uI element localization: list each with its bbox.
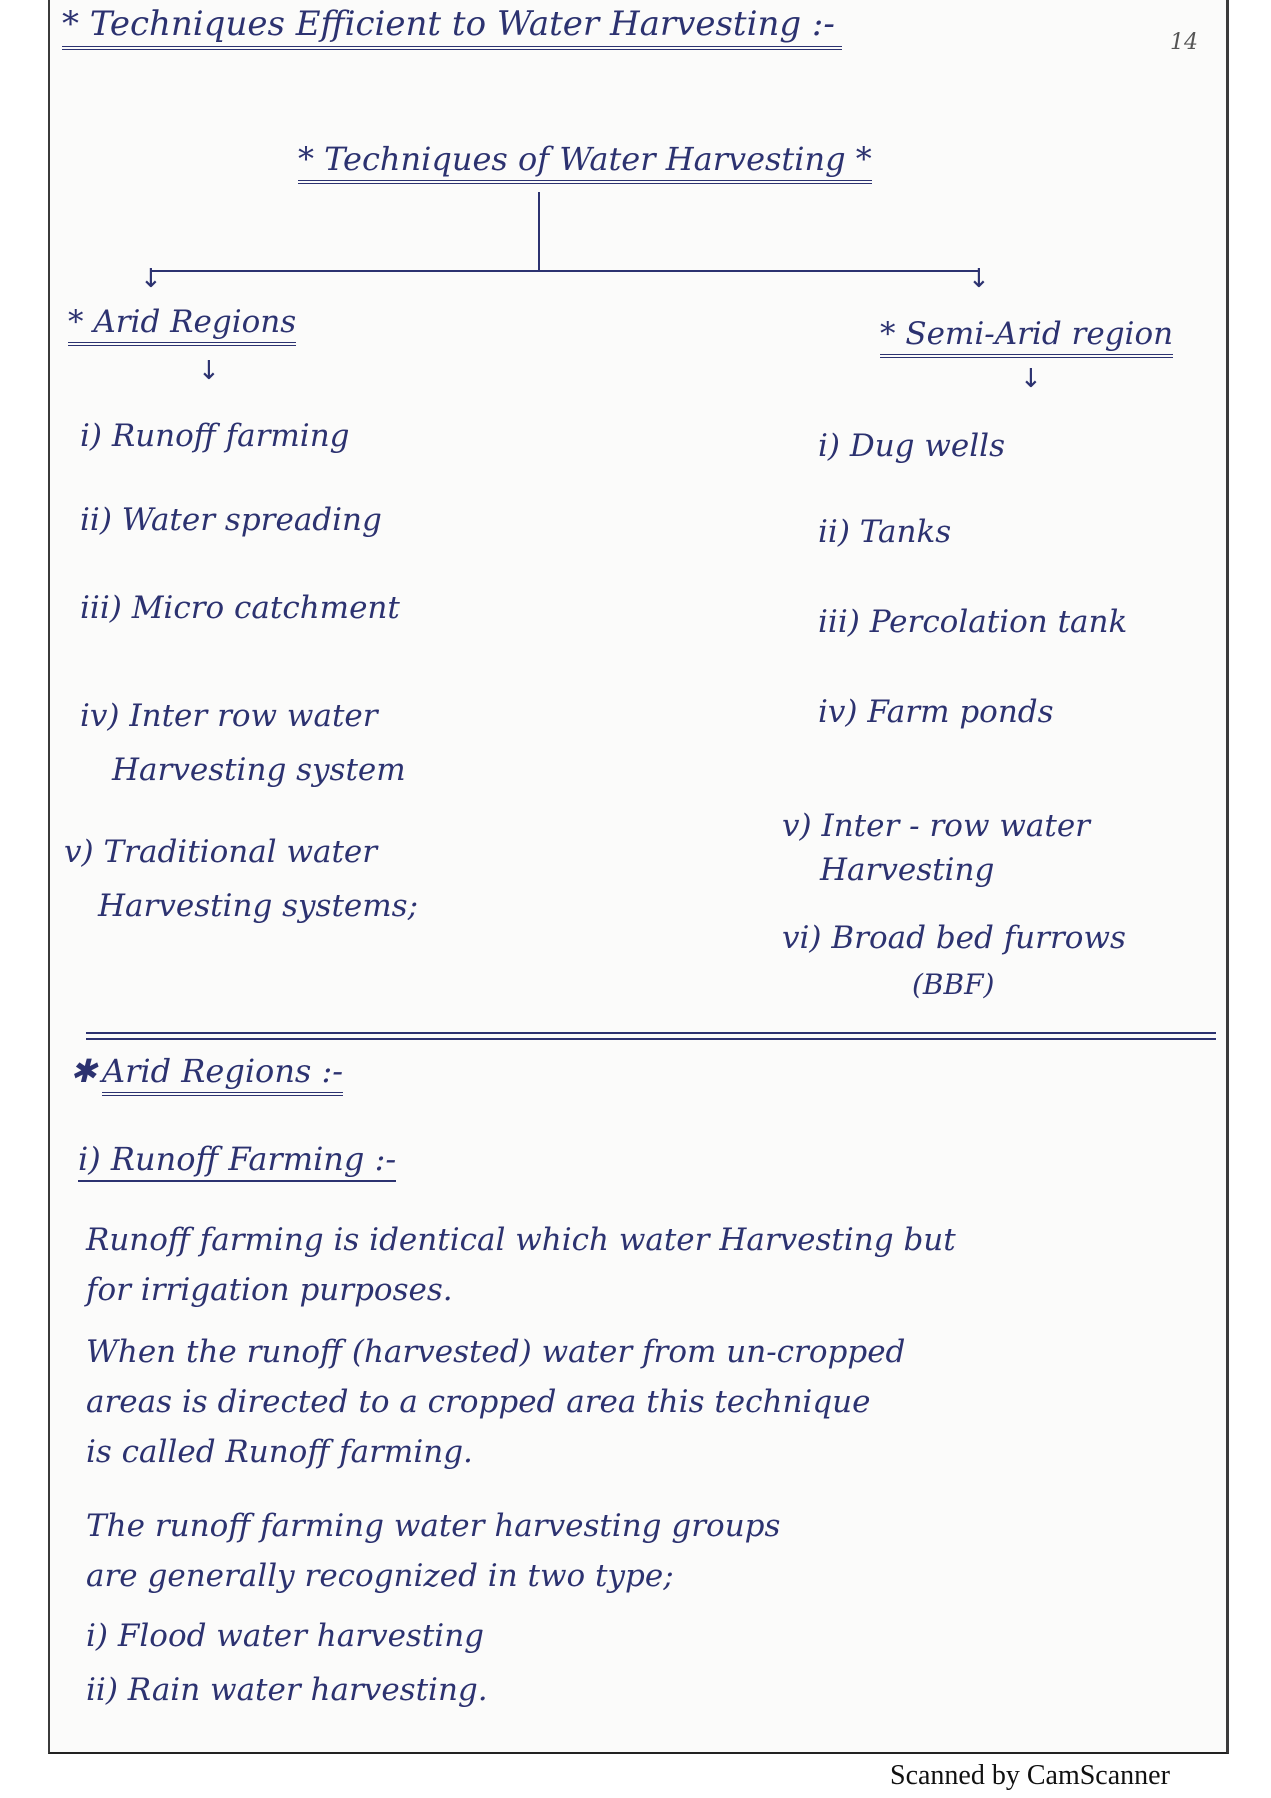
left-item: Harvesting systems;: [98, 888, 419, 924]
right-item: iv) Farm ponds: [818, 694, 1054, 730]
scanner-watermark: Scanned by CamScanner: [890, 1760, 1170, 1791]
left-item: i) Runoff farming: [80, 418, 350, 454]
left-item: v) Traditional water: [64, 834, 378, 870]
right-item: Harvesting: [820, 852, 995, 888]
paragraph-line: Runoff farming is identical which water Harvesting but: [86, 1222, 956, 1258]
left-item: Harvesting system: [112, 752, 406, 788]
section-divider: [86, 1038, 1216, 1040]
page-title: * Techniques Efficient to Water Harvesting :-: [62, 4, 842, 50]
diagram-root: * Techniques of Water Harvesting *: [298, 140, 872, 184]
right-item: i) Dug wells: [818, 428, 1005, 464]
right-item: iii) Percolation tank: [818, 604, 1128, 640]
left-item: ii) Water spreading: [80, 502, 382, 538]
section-divider: [86, 1032, 1216, 1034]
notebook-page: [48, 0, 1229, 1754]
right-item: ii) Tanks: [818, 514, 952, 550]
right-heading: * Semi-Arid region: [880, 316, 1173, 358]
connector-horizontal: [150, 270, 980, 272]
paragraph-line: The runoff farming water harvesting groups: [86, 1508, 781, 1544]
arrow-down-icon: ↓: [198, 356, 220, 386]
arrow-down-left-icon: ↓: [140, 264, 162, 294]
left-heading: * Arid Regions: [68, 304, 296, 346]
arrow-down-right-icon: ↓: [968, 264, 990, 294]
connector-vertical: [538, 192, 540, 270]
right-item: vi) Broad bed furrows: [782, 920, 1126, 956]
paragraph-line: When the runoff (harvested) water from un-cropped: [86, 1334, 906, 1370]
right-item: v) Inter - row water: [782, 808, 1090, 844]
section-heading: Arid Regions :-: [102, 1052, 343, 1096]
paragraph-line: ii) Rain water harvesting.: [86, 1672, 488, 1708]
left-item: iii) Micro catchment: [80, 590, 400, 626]
section-subheading: i) Runoff Farming :-: [78, 1140, 396, 1182]
paragraph-line: areas is directed to a cropped area this technique: [86, 1384, 871, 1420]
right-item: (BBF): [912, 968, 995, 1001]
section-star-icon: ✱: [70, 1052, 97, 1090]
paragraph-line: is called Runoff farming.: [86, 1434, 473, 1470]
arrow-down-icon: ↓: [1020, 364, 1042, 394]
page-number: 14: [1170, 30, 1198, 55]
left-item: iv) Inter row water: [80, 698, 378, 734]
paragraph-line: i) Flood water harvesting: [86, 1618, 485, 1654]
paragraph-line: for irrigation purposes.: [86, 1272, 453, 1308]
paragraph-line: are generally recognized in two type;: [86, 1558, 674, 1594]
